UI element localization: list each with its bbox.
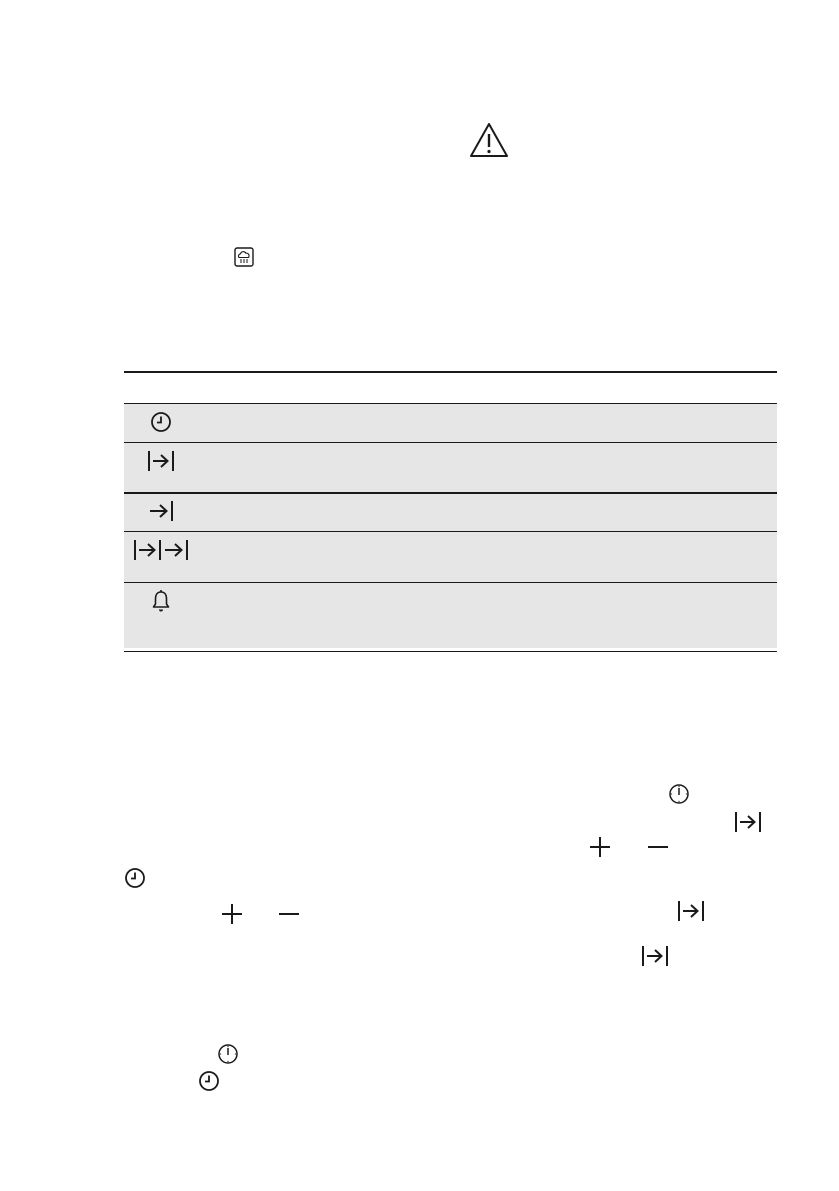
table-rule — [124, 531, 777, 532]
table-top-rule — [124, 371, 777, 373]
end-time-icon — [148, 499, 174, 523]
table-rule — [124, 442, 777, 443]
time-of-day-icon — [668, 783, 690, 805]
plus-icon — [221, 903, 243, 925]
warning-triangle-icon — [469, 122, 509, 158]
table-rule — [124, 403, 777, 404]
duration-icon — [734, 810, 762, 834]
table-rule — [124, 492, 777, 494]
minus-icon — [278, 903, 300, 925]
bell-icon — [151, 589, 171, 613]
clock-icon — [198, 1070, 220, 1092]
duration-icon — [147, 449, 175, 473]
table-rule — [124, 582, 777, 583]
clock-icon — [150, 411, 172, 433]
time-of-day-icon — [217, 1043, 239, 1065]
duration-icon — [677, 899, 705, 923]
plus-icon — [589, 836, 611, 858]
table-row-shade — [124, 404, 777, 648]
minus-icon — [647, 836, 669, 858]
duration-icon — [641, 944, 669, 968]
time-delay-icon — [133, 538, 189, 562]
steam-cloud-icon — [234, 247, 254, 267]
clock-icon — [124, 867, 146, 889]
table-bottom-rule — [124, 651, 777, 652]
